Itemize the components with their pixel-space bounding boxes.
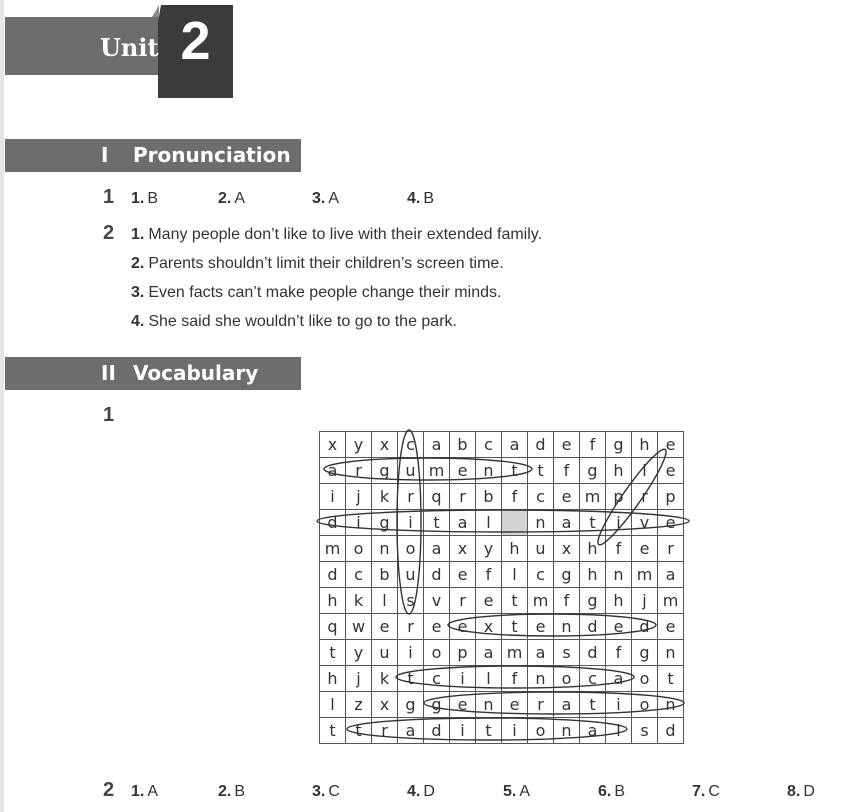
grid-cell: n (658, 692, 684, 718)
grid-cell: n (372, 536, 398, 562)
grid-cell: u (372, 640, 398, 666)
grid-cell: w (346, 614, 372, 640)
answer-item: 3. A (312, 190, 340, 207)
grid-cell: f (554, 588, 580, 614)
grid-cell: m (632, 562, 658, 588)
grid-cell: o (528, 718, 554, 744)
unit-number: 2 (180, 11, 211, 71)
grid-cell: d (632, 614, 658, 640)
sentence-item: 3. Even facts can’t make people change their minds. (131, 284, 502, 301)
grid-cell: e (658, 458, 684, 484)
word-circle (317, 510, 689, 532)
answer-item: 6. B (598, 783, 626, 800)
grid-cell: n (554, 614, 580, 640)
grid-cell: z (346, 692, 372, 718)
grid-cell: n (476, 458, 502, 484)
grid-cell: r (372, 718, 398, 744)
grid-cell: x (554, 536, 580, 562)
grid-cell: h (580, 536, 606, 562)
grid-cell: t (580, 510, 606, 536)
grid-cell: l (372, 588, 398, 614)
section-title: Pronunciation (133, 143, 291, 167)
grid-cell: m (658, 588, 684, 614)
grid-cell: p (658, 484, 684, 510)
grid-cell: h (580, 562, 606, 588)
grid-cell: o (346, 536, 372, 562)
grid-cell: i (606, 692, 632, 718)
grid-cell: j (632, 588, 658, 614)
grid-cell: x (476, 614, 502, 640)
grid-cell: i (320, 484, 346, 510)
grid-cell: m (580, 484, 606, 510)
grid-cell: r (450, 484, 476, 510)
grid-cell: q (320, 614, 346, 640)
exercise-number: 2 (103, 222, 115, 244)
grid-cell: o (632, 692, 658, 718)
grid-cell: e (450, 458, 476, 484)
answer-item: 1. B (131, 190, 159, 207)
word-circle (591, 444, 672, 549)
word-circle (448, 614, 656, 636)
grid-cell: x (450, 536, 476, 562)
grid-cell: j (346, 484, 372, 510)
answer-item: 1. A (131, 783, 159, 800)
grid-cell: n (476, 692, 502, 718)
section-header-pronunciation (5, 139, 301, 172)
grid-cell: d (424, 718, 450, 744)
grid-cell: e (658, 432, 684, 458)
grid-cell: k (372, 484, 398, 510)
grid-cell: u (398, 458, 424, 484)
grid-cell: e (554, 432, 580, 458)
grid-cell: h (320, 666, 346, 692)
grid-cell: l (476, 666, 502, 692)
grid-cell: d (528, 432, 554, 458)
grid-cell: a (424, 536, 450, 562)
grid-cell: a (554, 510, 580, 536)
grid-cell: e (372, 614, 398, 640)
answer-item: 2. B (218, 783, 246, 800)
grid-cell: j (346, 666, 372, 692)
grid-cell: g (632, 640, 658, 666)
grid-cell: e (476, 588, 502, 614)
grid-cell: p (450, 640, 476, 666)
grid-cell: e (658, 614, 684, 640)
grid-cell: r (398, 484, 424, 510)
grid-cell: l (606, 718, 632, 744)
grid-cell: e (658, 510, 684, 536)
grid-cell: t (580, 692, 606, 718)
grid-cell: a (606, 666, 632, 692)
grid-cell: b (372, 562, 398, 588)
section-roman-numeral: II (101, 361, 116, 385)
grid-cell: d (658, 718, 684, 744)
grid-cell: q (424, 484, 450, 510)
grid-cell: c (528, 562, 554, 588)
grid-cell: e (450, 692, 476, 718)
grid-cell: m (424, 458, 450, 484)
page-edge (0, 0, 4, 812)
grid-cell: t (424, 510, 450, 536)
grid-cell: k (372, 666, 398, 692)
answer-item: 8. D (787, 783, 815, 800)
grid-cell: o (554, 666, 580, 692)
grid-cell: y (346, 640, 372, 666)
grid-cell: t (502, 614, 528, 640)
answer-item: 5. A (503, 783, 531, 800)
grid-cell: a (580, 718, 606, 744)
grid-cell: t (398, 666, 424, 692)
grid-cell: r (658, 536, 684, 562)
grid-cell: n (528, 510, 554, 536)
word-circles (319, 431, 684, 744)
grid-cell: x (320, 432, 346, 458)
grid-cell: c (424, 666, 450, 692)
grid-cell: d (580, 640, 606, 666)
grid-cell: m (528, 588, 554, 614)
grid-cell: i (398, 640, 424, 666)
grid-cell: g (606, 432, 632, 458)
grid-cell: t (502, 458, 528, 484)
grid-cell: r (398, 614, 424, 640)
grid-cell: o (632, 666, 658, 692)
grid-cell: i (346, 510, 372, 536)
grid-cell: g (398, 692, 424, 718)
grid-cell: y (476, 536, 502, 562)
grid-cell: t (658, 666, 684, 692)
grid-cell: f (502, 666, 528, 692)
unit-label: Unit (100, 33, 159, 62)
sentence-item: 1. Many people don’t like to live with their extended family. (131, 226, 543, 243)
grid-cell: n (528, 666, 554, 692)
grid-cell: g (580, 458, 606, 484)
grid-cell: i (450, 718, 476, 744)
grid-cell: f (606, 640, 632, 666)
grid-cell: c (528, 484, 554, 510)
grid-cell: r (528, 692, 554, 718)
section-roman-numeral: I (101, 143, 109, 167)
grid-cell: k (346, 588, 372, 614)
grid-cell: m (502, 640, 528, 666)
grid-cell: p (606, 484, 632, 510)
grid-cell: h (606, 458, 632, 484)
grid-cell: a (554, 692, 580, 718)
grid-cell: h (320, 588, 346, 614)
grid-cell: c (580, 666, 606, 692)
grid-cell: f (554, 458, 580, 484)
grid-cell: r (632, 484, 658, 510)
grid-cell: t (320, 718, 346, 744)
word-search-puzzle (319, 431, 679, 743)
grid-cell: a (320, 458, 346, 484)
grid-cell: c (398, 432, 424, 458)
sentence-item: 2. Parents shouldn’t limit their children’s screen time. (131, 255, 504, 272)
grid-cell: h (632, 432, 658, 458)
grid-cell: e (632, 536, 658, 562)
grid-cell: f (606, 536, 632, 562)
grid-cell: r (450, 588, 476, 614)
word-circle (424, 692, 684, 714)
grid-cell: e (502, 692, 528, 718)
word-circle (324, 458, 532, 480)
exercise-number: 1 (103, 186, 115, 208)
grid-cell: g (554, 562, 580, 588)
grid-cell: d (320, 562, 346, 588)
grid-cell: s (398, 588, 424, 614)
section-header-vocabulary (5, 357, 301, 390)
grid-cell: d (320, 510, 346, 536)
grid-cell: a (476, 640, 502, 666)
grid-cell: g (372, 458, 398, 484)
grid-cell: g (580, 588, 606, 614)
grid-cell: l (476, 510, 502, 536)
grid-cell: f (502, 484, 528, 510)
grid-cell: r (346, 458, 372, 484)
answer-item: 4. B (407, 190, 435, 207)
answer-item: 4. D (407, 783, 435, 800)
grid-cell: a (450, 510, 476, 536)
grid-cell: f (476, 562, 502, 588)
grid-cell: n (554, 718, 580, 744)
answer-item: 7. C (692, 783, 720, 800)
grid-cell: l (502, 562, 528, 588)
grid-cell: y (346, 432, 372, 458)
grid-cell: e (554, 484, 580, 510)
grid-cell: t (476, 718, 502, 744)
grid-cell: h (606, 588, 632, 614)
grid-cell: x (372, 432, 398, 458)
grid-cell: n (606, 562, 632, 588)
grid-cell: s (554, 640, 580, 666)
grid-cell: t (502, 588, 528, 614)
answer-item: 2. A (218, 190, 246, 207)
grid-cell: o (398, 536, 424, 562)
grid-cell: c (346, 562, 372, 588)
grid-cell: u (528, 536, 554, 562)
word-circle (396, 666, 634, 688)
grid-cell: l (320, 692, 346, 718)
grid-cell: f (580, 432, 606, 458)
grid-cell: i (450, 666, 476, 692)
answer-item: 3. C (312, 783, 340, 800)
grid-cell: e (424, 614, 450, 640)
grid-cell: e (450, 614, 476, 640)
grid-cell: b (476, 484, 502, 510)
grid-cell: a (658, 562, 684, 588)
grid-cell: a (398, 718, 424, 744)
grid-cell: m (320, 536, 346, 562)
grid-cell: d (580, 614, 606, 640)
grid-cell: v (632, 510, 658, 536)
sentence-item: 4. She said she wouldn’t like to go to the park. (131, 313, 457, 330)
exercise-number: 2 (103, 779, 115, 801)
grid-cell: t (346, 718, 372, 744)
grid-cell: e (606, 614, 632, 640)
grid-cell: g (424, 692, 450, 718)
grid-cell: c (476, 432, 502, 458)
exercise-number: 1 (103, 404, 115, 426)
grid-cell: v (424, 588, 450, 614)
grid-cell: a (528, 640, 554, 666)
section-title: Vocabulary (133, 361, 259, 385)
grid-cell: x (372, 692, 398, 718)
grid-cell: a (424, 432, 450, 458)
grid-cell: d (424, 562, 450, 588)
grid-cell: i (606, 510, 632, 536)
grid-cell: h (502, 536, 528, 562)
grid-cell: g (372, 510, 398, 536)
word-circle (347, 718, 627, 740)
grid-cell: i (398, 510, 424, 536)
grid-cell: l (632, 458, 658, 484)
grid-cell: o (424, 640, 450, 666)
grid-cell: e (450, 562, 476, 588)
grid-cell: t (528, 458, 554, 484)
grid-cell: t (320, 640, 346, 666)
grid-cell: s (632, 718, 658, 744)
grid-cell: n (658, 640, 684, 666)
grid-cell: u (398, 562, 424, 588)
grid-cell: a (502, 432, 528, 458)
grid-cell: e (528, 614, 554, 640)
grid-cell: i (502, 718, 528, 744)
grid-cell: b (450, 432, 476, 458)
